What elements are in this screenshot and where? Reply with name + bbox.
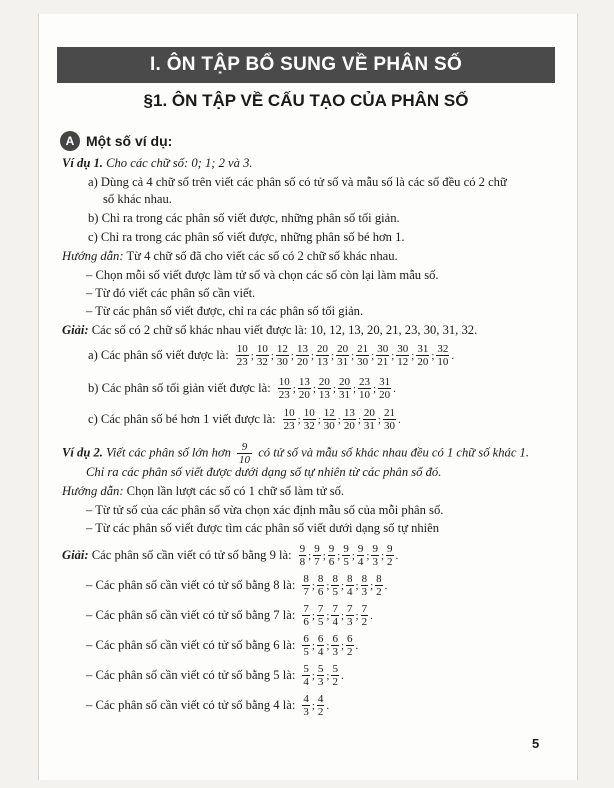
fraction-denominator: 30 [383,420,395,432]
fraction-denominator: 32 [303,420,315,432]
answer-a-fractions [235,343,455,368]
fraction [342,543,350,568]
fraction [316,343,329,368]
fraction-separator: ; [311,609,315,622]
fraction-separator: . [384,579,388,592]
fraction [323,407,336,432]
solution-7-row [86,603,374,628]
fraction-denominator: 23 [278,389,290,401]
example-1-part-c: c) Chỉ ra trong các phân số viết được, những phân số bé hơn 1. [88,230,405,244]
fraction-numerator: 13 [296,343,308,355]
solution-8-row [86,573,388,598]
fraction-separator: ; [380,549,385,562]
fraction-numerator: 9 [299,543,306,555]
fraction-separator: ; [308,549,312,562]
solution-7-label: – Các phân số cần viết có tử số bằng 7 là: [86,608,296,622]
fraction-separator: ; [311,639,315,652]
fraction-numerator: 31 [379,376,391,388]
fraction-denominator: 20 [343,420,355,432]
fraction-separator: ; [352,382,357,395]
fraction [317,603,325,628]
fraction-separator: ; [292,382,296,395]
fraction-numerator: 9 [328,543,335,555]
example-2-text-pre: Viết các phân số lớn hơn [106,445,231,460]
fraction-denominator: 8 [299,556,306,568]
fraction-separator: ; [337,413,341,426]
fraction [278,376,291,401]
fraction-numerator: 5 [332,663,338,675]
fraction [331,573,339,598]
fraction [299,543,307,568]
solution-4-row [86,693,330,718]
fraction-numerator: 4 [317,693,324,705]
fraction [343,407,356,432]
fraction-denominator: 3 [347,616,353,628]
fraction-numerator: 12 [276,343,288,355]
fraction-separator: ; [371,349,375,362]
fraction-denominator: 20 [298,389,310,401]
fraction-numerator: 8 [317,573,324,585]
example-2-fraction-den: 10 [239,454,251,466]
fraction-numerator: 21 [383,407,395,419]
solution-6-label: – Các phân số cần viết có tử số bằng 6 là: [86,638,296,652]
fraction [336,343,349,368]
fraction-numerator: 30 [397,343,409,355]
fraction-denominator: 4 [347,586,353,598]
fraction-denominator: 2 [317,706,324,718]
fraction-separator: ; [377,413,381,426]
fraction-separator: ; [355,609,359,622]
fraction-numerator: 10 [236,343,248,355]
solution-6-fractions [301,633,359,658]
fraction-denominator: 13 [318,389,330,401]
fraction-separator: ; [310,349,315,362]
example-1-solution [62,322,562,339]
answer-b-fractions [277,376,397,401]
fraction-separator: ; [270,349,274,362]
fraction-separator: ; [250,349,254,362]
fraction-denominator: 30 [276,356,288,368]
fraction-separator: ; [357,413,361,426]
guide-text: Chọn lần lượt các số có 1 chữ số làm tử số. [126,484,345,498]
fraction-denominator: 10 [359,389,371,401]
fraction-separator: . [340,669,344,682]
fraction [358,376,371,401]
fraction-denominator: 2 [376,586,382,598]
fraction [302,633,310,658]
fraction [256,343,269,368]
example-2-text-post: có tử số và mẫu số khác nhau đều có 1 chữ số khác 1. [258,445,530,460]
fraction [318,376,331,401]
fraction-numerator: 23 [359,376,371,388]
fraction-denominator: 5 [317,616,324,628]
fraction-numerator: 7 [361,603,368,615]
solution-9-label: Các phân số cần viết có tử số bằng 9 là: [91,548,292,562]
solution-7-fractions [301,603,374,628]
fraction-denominator: 30 [323,420,335,432]
fraction [383,407,396,432]
answer-c-label: c) Các phân số bé hơn 1 viết được là: [88,412,276,426]
fraction-separator: ; [391,349,395,362]
fraction-numerator: 32 [437,343,449,355]
page-number: 5 [532,736,540,751]
example-2-guide-step-1: – Từ tử số của các phân số vừa chọn xác định mẫu số của mỗi phân số. [86,503,444,517]
fraction-separator: ; [355,579,359,592]
fraction-numerator: 5 [303,663,309,675]
fraction-separator: ; [370,579,374,592]
fraction-denominator: 20 [379,389,391,401]
fraction-denominator: 6 [328,556,335,568]
example-1-guide-step-2: – Từ đó viết các phân số cần viết. [86,286,256,300]
fraction-numerator: 12 [323,407,335,419]
fraction-denominator: 4 [332,616,338,628]
fraction [313,543,321,568]
fraction-denominator: 5 [343,556,349,568]
fraction-denominator: 2 [361,616,368,628]
example-2-fraction [237,441,252,466]
guide-label: Hướng dẫn: [62,484,124,498]
fraction [331,663,339,688]
solution-8-fractions [301,573,388,598]
fraction [302,603,310,628]
fraction-separator: ; [366,549,370,562]
fraction-numerator: 7 [332,603,338,615]
fraction-numerator: 13 [298,376,310,388]
fraction-numerator: 31 [417,343,429,355]
fraction-numerator: 7 [347,603,353,615]
solution-4-label: – Các phân số cần viết có tử số bằng 4 là: [86,698,296,712]
fraction-separator: . [370,609,373,622]
fraction-separator: . [355,639,359,652]
fraction-separator: ; [340,639,345,652]
fraction-numerator: 8 [347,573,353,585]
answer-c-row [88,407,402,432]
fraction-numerator: 30 [377,343,389,355]
fraction-denominator: 20 [417,356,429,368]
fraction-separator: ; [332,382,336,395]
subsection-label: Một số ví dụ: [86,133,173,149]
answer-b-label: b) Các phân số tối giản viết được là: [88,381,271,395]
example-2-line2: Chỉ ra các phân số viết được dưới dạng số tự nhiên từ các phân số đó. [86,465,442,479]
fraction-denominator: 10 [437,356,449,368]
fraction-separator: ; [326,669,330,682]
fraction [317,693,325,718]
example-2-fraction-num: 9 [241,441,248,453]
fraction-separator: . [397,413,401,426]
answer-a-label: a) Các phân số viết được là: [88,348,229,362]
fraction [236,343,249,368]
section-title: §1. ÔN TẬP VỀ CẤU TẠO CỦA PHÂN SỐ [143,91,469,110]
fraction-separator: . [393,382,396,395]
fraction [328,543,336,568]
fraction-denominator: 23 [236,356,248,368]
fraction-numerator: 9 [372,543,378,555]
fraction-numerator: 6 [317,633,324,645]
example-1-guide-step-3: – Từ các phân số viết được, chỉ ra các phân số tối giản. [86,304,364,318]
fraction-separator: ; [340,579,345,592]
example-1-text: Cho các chữ số: 0; 1; 2 và 3. [106,156,253,170]
solution-5-fractions [301,663,344,688]
example-1-label: Ví dụ 1. [62,156,103,170]
fraction [356,343,369,368]
subsection-badge: A [60,131,80,151]
fraction-separator: ; [351,349,355,362]
example-1-part-a-line2: số khác nhau. [103,192,172,206]
fraction-denominator: 31 [363,420,375,432]
fraction-separator: ; [322,549,326,562]
fraction-numerator: 20 [318,376,330,388]
fraction-denominator: 7 [314,556,320,568]
fraction-denominator: 6 [317,586,324,598]
solution-text: Các số có 2 chữ số khác nhau viết được là: 10, 12, 13, 20, 21, 23, 30, 31, 32. [91,323,478,337]
fraction [436,343,449,368]
fraction-numerator: 7 [303,603,309,615]
fraction [363,407,376,432]
fraction [376,343,389,368]
fraction-denominator: 2 [387,556,393,568]
guide-text: Từ 4 chữ số đã cho viết các số có 2 chữ số khác nhau. [126,249,398,263]
fraction [375,573,383,598]
fraction-denominator: 3 [361,586,368,598]
fraction [331,633,339,658]
fraction-denominator: 4 [303,676,309,688]
fraction [317,573,325,598]
fraction-separator: ; [331,349,335,362]
fraction-numerator: 10 [283,407,295,419]
fraction-separator: ; [311,579,315,592]
fraction-numerator: 20 [337,343,349,355]
example-1-guide [62,248,562,265]
fraction-denominator: 5 [303,646,309,658]
fraction-numerator: 20 [363,407,375,419]
fraction-denominator: 3 [303,706,309,718]
example-1-part-b: b) Chỉ ra trong các phân số viết được, những phân số tối giản. [88,211,400,225]
fraction-denominator: 32 [256,356,268,368]
fraction-denominator: 12 [397,356,409,368]
fraction-denominator: 3 [332,646,338,658]
fraction-separator: ; [351,549,355,562]
fraction-separator: ; [326,609,330,622]
fraction [303,407,316,432]
fraction [346,633,354,658]
solution-label: Giải: [62,548,89,562]
answer-a-row [88,343,455,368]
fraction-numerator: 8 [332,573,338,585]
fraction-denominator: 13 [317,356,329,368]
fraction-denominator: 31 [337,356,349,368]
example-2-statement [62,441,562,466]
fraction-separator: ; [326,579,330,592]
fraction-separator: ; [317,413,321,426]
fraction-separator: ; [312,382,316,395]
fraction-denominator: 3 [317,676,324,688]
fraction-numerator: 8 [303,573,309,585]
solution-8-label: – Các phân số cần viết có tử số bằng 8 là: [86,578,296,592]
fraction-numerator: 10 [278,376,290,388]
fraction-separator: ; [297,413,301,426]
fraction-separator: ; [373,382,377,395]
fraction [276,343,289,368]
fraction-numerator: 20 [338,376,350,388]
fraction-separator: . [395,549,399,562]
fraction-numerator: 8 [361,573,368,585]
example-1-statement [62,155,562,172]
example-1-part-a-line1: a) Dùng cả 4 chữ số trên viết các phân số có tử số và mẫu số là các số đều có 2 chữ [88,175,507,189]
answer-b-row [88,376,397,401]
fraction-separator: . [451,349,455,362]
fraction [298,376,311,401]
fraction-denominator: 3 [372,556,378,568]
fraction-numerator: 7 [317,603,324,615]
fraction-denominator: 5 [332,586,338,598]
fraction [357,543,365,568]
fraction-numerator: 8 [376,573,382,585]
solution-9-fractions [298,543,400,568]
fraction-separator: ; [431,349,435,362]
fraction-separator: ; [411,349,415,362]
fraction-numerator: 10 [256,343,268,355]
fraction [331,603,339,628]
fraction [296,343,309,368]
fraction [317,633,325,658]
fraction-denominator: 6 [303,616,309,628]
solution-label: Giải: [62,323,89,337]
fraction-denominator: 21 [377,356,389,368]
chapter-title: I. ÔN TẬP BỔ SUNG VỀ PHÂN SỐ [57,47,555,83]
fraction [386,543,394,568]
fraction [346,603,354,628]
fraction-separator: ; [340,609,345,622]
fraction-denominator: 23 [283,420,295,432]
solution-5-row [86,663,345,688]
example-2-label: Ví dụ 2. [62,445,103,460]
example-2-guide-step-2: – Từ các phân số viết được tìm các phân số viết dưới dạng số tự nhiên [86,521,440,535]
fraction-numerator: 13 [343,407,355,419]
fraction-numerator: 5 [317,663,324,675]
fraction-numerator: 6 [303,633,309,645]
solution-5-label: – Các phân số cần viết có tử số bằng 5 là: [86,668,296,682]
fraction [361,573,369,598]
solution-9-row [62,543,399,568]
fraction [416,343,429,368]
solution-4-fractions [301,693,330,718]
fraction [371,543,379,568]
fraction-numerator: 9 [343,543,349,555]
fraction [317,663,325,688]
fraction-denominator: 31 [338,389,350,401]
fraction-separator: . [326,699,330,712]
fraction-numerator: 9 [357,543,364,555]
subsection-a-heading [60,131,172,151]
example-2-guide [62,483,562,500]
fraction-separator: ; [311,669,315,682]
fraction-numerator: 4 [303,693,309,705]
guide-label: Hướng dẫn: [62,249,124,263]
example-1-guide-step-1: – Chọn mỗi số viết được làm tử số và chọn các số còn lại làm mẫu số. [86,268,439,282]
fraction [346,573,354,598]
fraction-denominator: 7 [303,586,309,598]
fraction-numerator: 6 [332,633,338,645]
fraction-numerator: 21 [357,343,369,355]
fraction [302,693,310,718]
answer-c-fractions [282,407,402,432]
fraction-separator: ; [337,549,341,562]
fraction-numerator: 9 [387,543,393,555]
fraction [361,603,369,628]
fraction [283,407,296,432]
fraction-numerator: 10 [303,407,315,419]
fraction-separator: ; [326,639,330,652]
fraction-denominator: 2 [332,676,338,688]
fraction [302,663,310,688]
fraction [378,376,391,401]
fraction-separator: ; [311,699,315,712]
fraction-denominator: 30 [357,356,369,368]
fraction-denominator: 2 [347,646,353,658]
fraction [396,343,409,368]
solution-6-row [86,633,359,658]
fraction [302,573,310,598]
fraction-numerator: 9 [314,543,320,555]
fraction [338,376,351,401]
fraction-numerator: 20 [317,343,329,355]
fraction-denominator: 4 [317,646,324,658]
fraction-separator: ; [290,349,294,362]
fraction-denominator: 4 [357,556,364,568]
fraction-numerator: 6 [347,633,353,645]
fraction-denominator: 20 [296,356,308,368]
